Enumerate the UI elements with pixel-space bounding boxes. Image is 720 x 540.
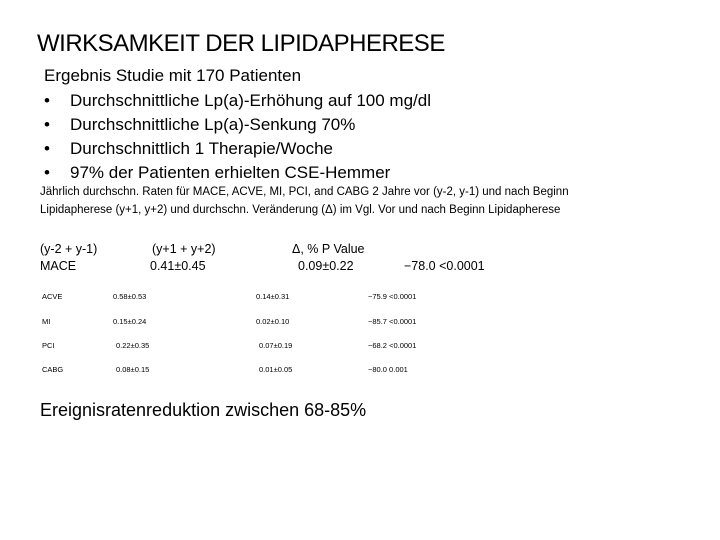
- row-after: 0.14±0.31: [256, 292, 290, 301]
- description-line: Jährlich durchschn. Raten für MACE, ACVE, MI, PCI, and CABG 2 Jahre vor (y-2, y-1) und nach Beginn: [40, 186, 569, 198]
- mace-after: 0.09±0.22: [298, 259, 354, 273]
- slide-title: WIRKSAMKEIT DER LIPIDAPHERESE: [37, 30, 445, 57]
- mace-label: MACE: [40, 259, 77, 273]
- bullet-item: [44, 89, 431, 113]
- description-line: Lipidapherese (y+1, y+2) und durchschn. Veränderung (Δ) im Vgl. Vor und nach Beginn Lipidapherese: [40, 204, 561, 216]
- row-before: 0.08±0.15: [116, 365, 150, 374]
- row-label: PCI: [42, 341, 55, 350]
- bullet-text: Durchschnittliche Lp(a)-Senkung 70%: [70, 115, 356, 134]
- study-subtitle: Ergebnis Studie mit 170 Patienten: [44, 66, 302, 85]
- header-after: (y+1 + y+2): [152, 242, 216, 256]
- bullet-text: 97% der Patienten erhielten CSE-Hemmer: [70, 163, 391, 182]
- row-after: 0.07±0.19: [259, 341, 293, 350]
- bullet-list: [44, 89, 431, 185]
- mace-change: −78.0 <0.0001: [404, 259, 485, 273]
- bullet-text: Durchschnittlich 1 Therapie/Woche: [70, 139, 334, 158]
- row-before: 0.15±0.24: [113, 317, 147, 326]
- bullet-item: [44, 113, 431, 137]
- row-change: −85.7 <0.0001: [368, 317, 417, 326]
- row-change: −75.9 <0.0001: [368, 292, 417, 301]
- study-description: [40, 183, 680, 219]
- header-before: (y-2 + y-1): [40, 242, 98, 256]
- mace-before: 0.41±0.45: [150, 259, 206, 273]
- bullet-item: [44, 137, 431, 161]
- row-label: ACVE: [42, 292, 63, 301]
- row-before: 0.58±0.53: [113, 292, 147, 301]
- row-label: CABG: [42, 365, 64, 374]
- reduction-summary: Ereignisratenreduktion zwischen 68-85%: [40, 400, 367, 420]
- row-before: 0.22±0.35: [116, 341, 150, 350]
- bullet-dot-icon: •: [44, 115, 50, 134]
- row-after: 0.02±0.10: [256, 317, 290, 326]
- row-after: 0.01±0.05: [259, 365, 293, 374]
- header-change: Δ, % P Value: [292, 242, 365, 256]
- bullet-dot-icon: •: [44, 139, 50, 158]
- bullet-dot-icon: •: [44, 163, 50, 182]
- bullet-item: [44, 161, 431, 185]
- bullet-text: Durchschnittliche Lp(a)-Erhöhung auf 100 mg/dl: [70, 91, 431, 110]
- bullet-dot-icon: •: [44, 91, 50, 110]
- row-change: −68.2 <0.0001: [368, 341, 417, 350]
- row-change: −80.0 0.001: [368, 365, 408, 374]
- row-label: MI: [42, 317, 51, 326]
